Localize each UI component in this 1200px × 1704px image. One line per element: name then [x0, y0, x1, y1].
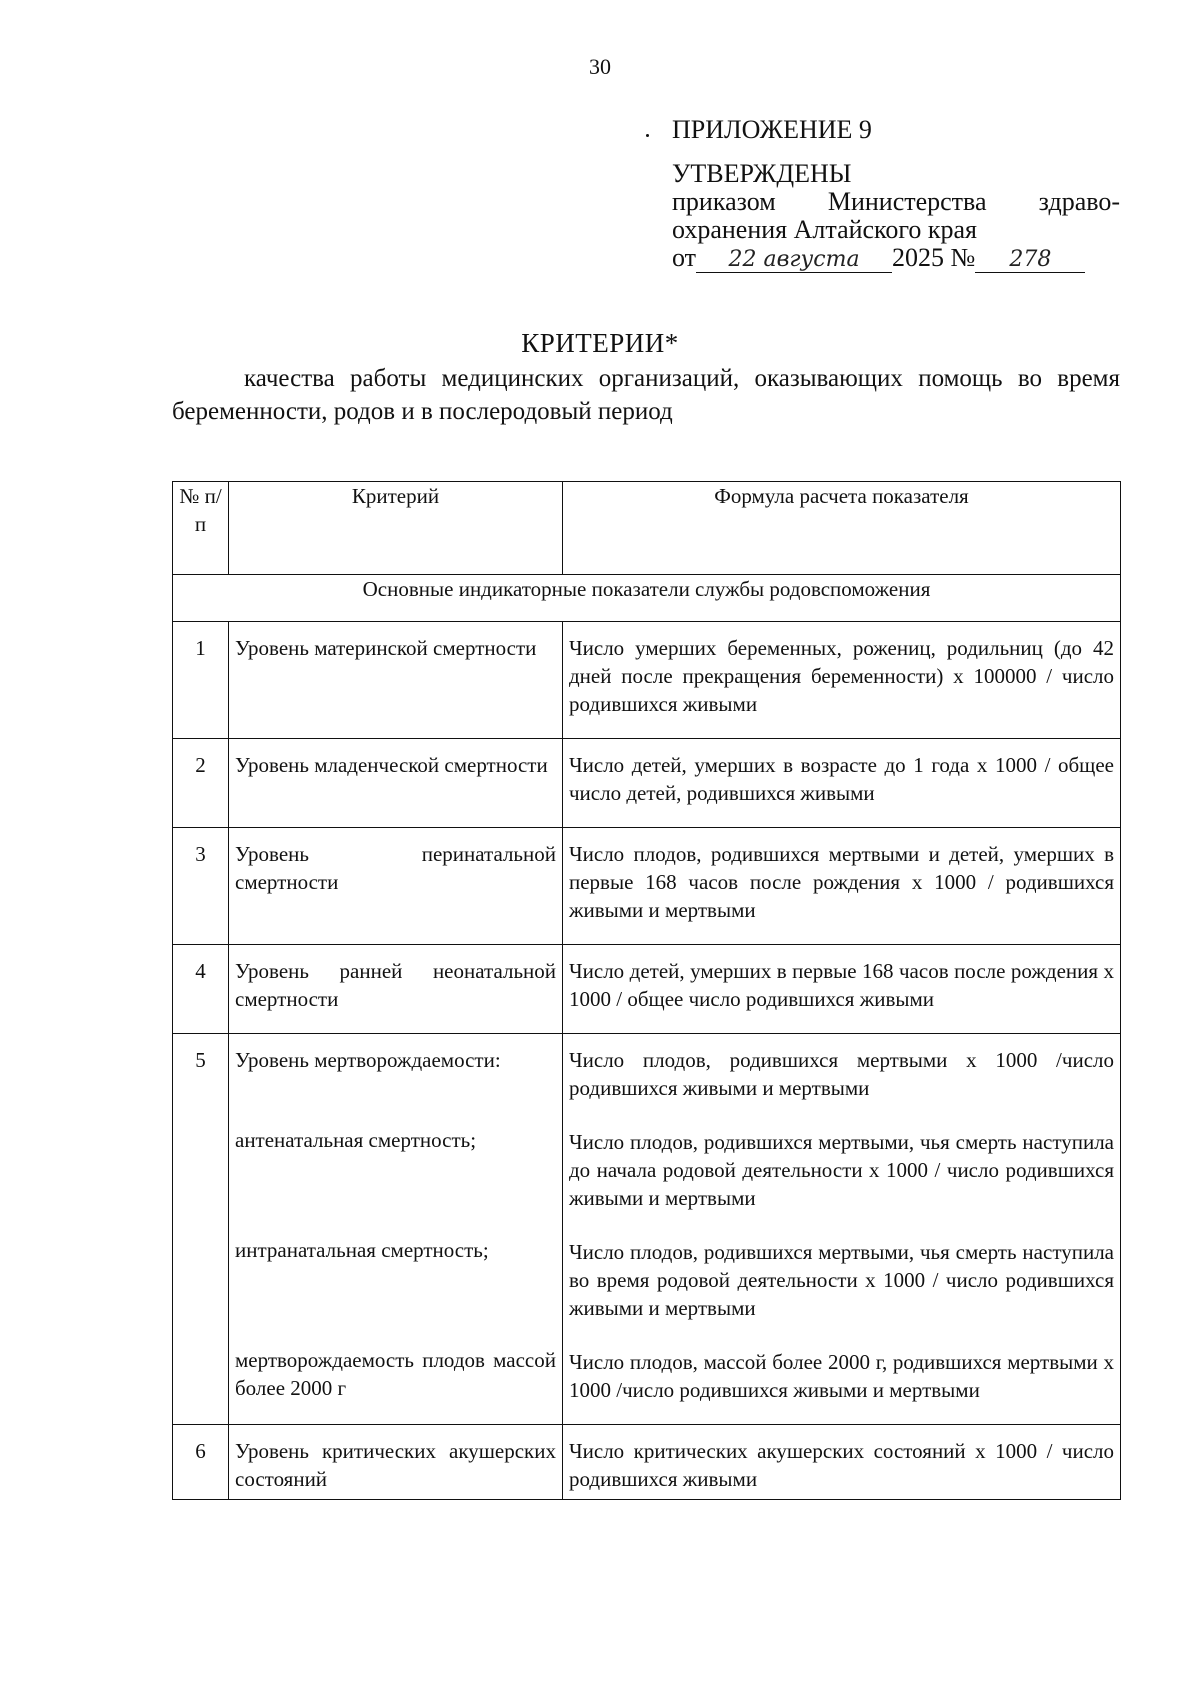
section-row — [173, 575, 1121, 622]
header-number: № п/п — [173, 482, 229, 575]
sub-criterion: мертворождаемость плодов массой более 2000 г — [235, 1348, 556, 1400]
row-number: 5 — [173, 1034, 229, 1425]
table-row — [173, 828, 1121, 945]
row-criterion: Уровень критических акушерских состояний — [229, 1425, 563, 1500]
row-number: 1 — [173, 622, 229, 739]
approved-label: УТВЕРЖДЕНЫ — [672, 159, 852, 188]
row-criterion-group — [229, 1034, 563, 1425]
order-date-line — [672, 244, 1120, 273]
handwritten-date: 22 августа — [696, 248, 892, 273]
row-formula: Число плодов, родившихся мертвыми и детей, умерших в первые 168 часов после рождения х 1000 / родившихся живыми и мертвыми — [563, 828, 1121, 945]
sub-criterion: Уровень мертворождаемости: — [235, 1048, 501, 1072]
year-and-number-label: 2025 № — [892, 243, 976, 272]
date-prefix: от — [672, 243, 697, 272]
row-formula: Число детей, умерших в первые 168 часов после рождения х 1000 / общее число родившихся живыми — [563, 945, 1121, 1034]
table-header-row — [173, 482, 1121, 575]
table-row — [173, 622, 1121, 739]
row-criterion: Уровень перинатальной смертности — [229, 828, 563, 945]
sub-formula: Число плодов, родившихся мертвыми х 1000 /число родившихся живыми и мертвыми — [569, 1048, 1114, 1100]
sub-formula: Число плодов, массой более 2000 г, родившихся мертвыми х 1000 /число родившихся живыми и мертвыми — [569, 1350, 1114, 1402]
sub-criterion: антенатальная смертность; — [235, 1128, 477, 1152]
header-formula: Формула расчета показателя — [563, 482, 1121, 575]
row-criterion: Уровень младенческой смертности — [229, 739, 563, 828]
criteria-table — [172, 481, 1121, 1500]
header-criterion: Критерий — [229, 482, 563, 575]
stray-dot — [646, 134, 649, 137]
appendix-label: ПРИЛОЖЕНИЕ 9 — [672, 115, 872, 144]
approval-block — [672, 116, 1120, 273]
page-number: 30 — [589, 54, 611, 79]
document-title: КРИТЕРИИ* — [521, 328, 679, 358]
row-number: 4 — [173, 945, 229, 1034]
row-formula: Число детей, умерших в возрасте до 1 года х 1000 / общее число детей, родившихся живыми — [563, 739, 1121, 828]
table-row — [173, 1034, 1121, 1425]
row-formula: Число умерших беременных, рожениц, родильниц (до 42 дней после прекращения беременности) х 100000 / число родившихся живыми — [563, 622, 1121, 739]
document-subtitle: качества работы медицинских организаций, оказывающих помощь во время беременности, родов и в послеродовый период — [172, 365, 1120, 425]
section-title: Основные индикаторные показатели службы родовспоможения — [173, 575, 1121, 622]
order-line-2: охранения Алтайского края — [672, 215, 978, 244]
order-line-1: приказом Министерства здраво- — [672, 187, 1120, 216]
row-formula: Число критических акушерских состояний х 1000 / число родившихся живыми — [563, 1425, 1121, 1500]
row-formula-group — [563, 1034, 1121, 1425]
table-row — [173, 945, 1121, 1034]
row-criterion: Уровень материнской смертности — [229, 622, 563, 739]
row-number: 2 — [173, 739, 229, 828]
row-number: 6 — [173, 1425, 229, 1500]
handwritten-order-number: 278 — [975, 248, 1085, 273]
sub-formula: Число плодов, родившихся мертвыми, чья смерть наступила во время родовой деятельности х 1000 / число родившихся живыми и мертвыми — [569, 1240, 1114, 1320]
row-criterion: Уровень ранней неонатальной смертности — [229, 945, 563, 1034]
sub-criterion: интранатальная смертность; — [235, 1238, 489, 1262]
table-row — [173, 1425, 1121, 1500]
row-number: 3 — [173, 828, 229, 945]
table-row — [173, 739, 1121, 828]
sub-formula: Число плодов, родившихся мертвыми, чья смерть наступила до начала родовой деятельности х 1000 / число родившихся живыми и мертвыми — [569, 1130, 1114, 1210]
